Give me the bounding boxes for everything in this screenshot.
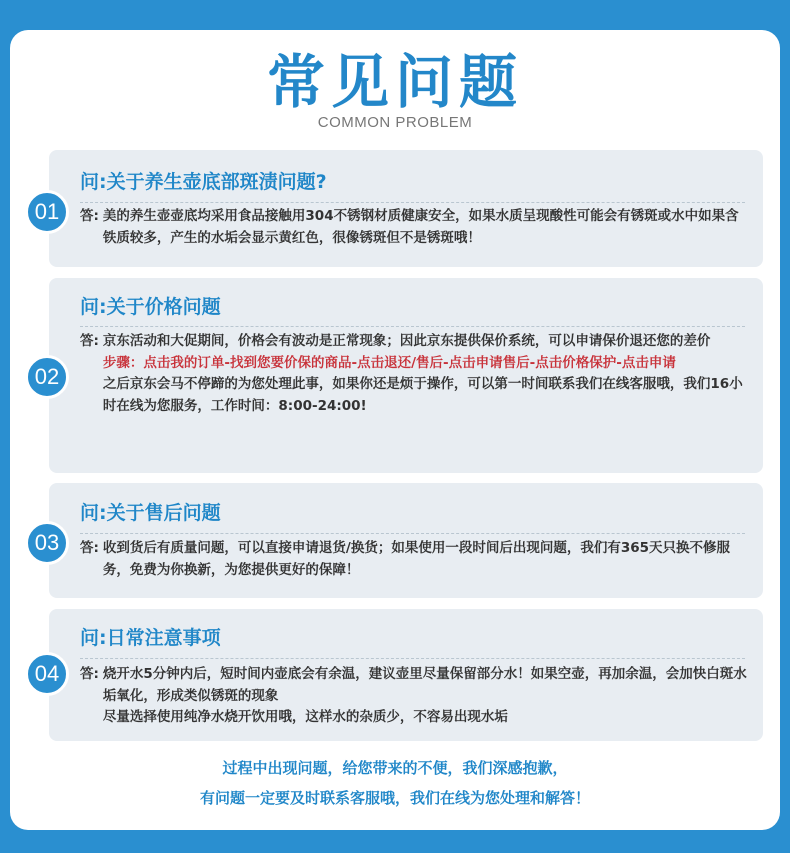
faq-question: 问:关于售后问题 xyxy=(80,502,221,524)
answer-label: 答: xyxy=(80,333,99,349)
faq-item-2 xyxy=(34,278,763,473)
faq-question: 问:关于价格问题 xyxy=(80,296,221,318)
answer-text: 京东活动和大促期间，价格会有波动是正常现象；因此京东提供保价系统，可以申请保价退还您的差价 xyxy=(102,333,711,349)
answer-text: 美的养生壶壶底均采用食品接触用304不锈钢材质健康安全，如果水质呈现酸性可能会有锈斑或水中如果含铁质较多，产生的水垢会显示黄红色，很像锈斑但不是锈斑哦！ xyxy=(102,208,739,246)
faq-divider xyxy=(80,533,745,534)
footer-line-1: 过程中出现问题，给您带来的不便，我们深感抱歉， xyxy=(222,759,568,777)
page-title: 常见问题 xyxy=(266,48,523,116)
answer-steps: 步骤：点击我的订单-找到您要价保的商品-点击退还/售后-点击申请售后-点击价格保护-点击申请 xyxy=(102,354,676,371)
footer-line-2: 有问题一定要及时联系客服哦，我们在线为您处理和解答！ xyxy=(199,789,590,807)
answer-text: 烧开水5分钟内后，短时间内壶底会有余温，建议壶里尽量保留部分水！如果空壶，再加余温，会加快白斑水垢氧化，形成类似锈斑的现象 xyxy=(102,666,747,704)
faq-divider xyxy=(80,326,745,327)
faq-item-3 xyxy=(34,483,763,598)
faq-question: 问:日常注意事项 xyxy=(80,627,221,649)
faq-number-badge: 01 xyxy=(25,190,69,234)
faq-question: 问:关于养生壶底部斑渍问题? xyxy=(80,171,327,193)
answer-text: 收到货后有质量问题，可以直接申请退货/换货；如果使用一段时间后出现问题，我们有365天只换不修服务，免费为你换新，为您提供更好的保障！ xyxy=(102,540,731,578)
page-subtitle: COMMON PROBLEM xyxy=(317,114,473,131)
answer-text: 尽量选择使用纯净水烧开饮用哦，这样水的杂质少，不容易出现水垢 xyxy=(102,709,508,725)
faq-number-badge: 04 xyxy=(25,652,69,696)
faq-item-4 xyxy=(34,609,763,741)
faq-item-1 xyxy=(34,150,763,267)
answer-label: 答: xyxy=(80,208,99,224)
faq-divider xyxy=(80,202,745,203)
faq-number-badge: 03 xyxy=(25,521,69,565)
answer-extra: 之后京东会马不停蹄的为您处理此事，如果你还是烦于操作，可以第一时间联系我们在线客服哦，我们16小时在线为您服务，工作时间：8:00-24:00! xyxy=(102,376,743,414)
faq-answer xyxy=(80,206,751,249)
faq-card xyxy=(10,30,780,830)
answer-label: 答: xyxy=(80,540,99,556)
faq-answer xyxy=(80,664,751,729)
faq-answer xyxy=(80,538,751,581)
faq-divider xyxy=(80,658,745,659)
faq-number-badge: 02 xyxy=(25,355,69,399)
answer-label: 答: xyxy=(80,666,99,682)
faq-answer xyxy=(80,331,751,417)
